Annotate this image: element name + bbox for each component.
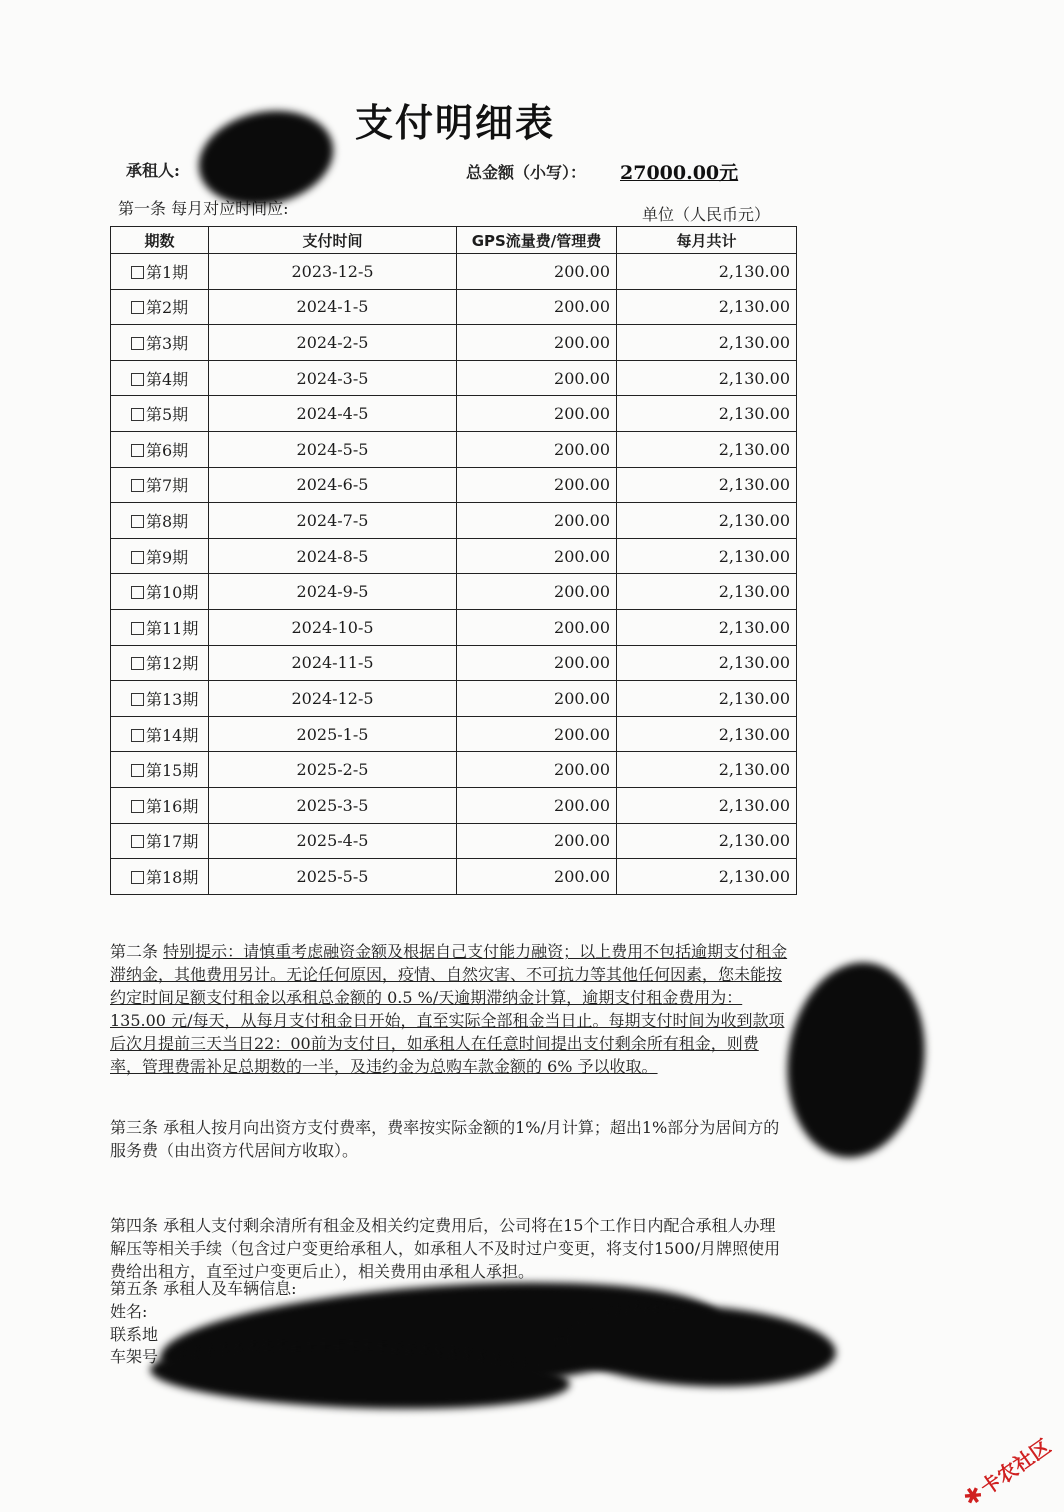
fee-cell — [457, 716, 617, 752]
contact-label: 联系地 — [110, 1325, 159, 1344]
total-cell — [617, 859, 797, 895]
total-cell — [617, 645, 797, 681]
period-cell — [111, 503, 209, 539]
fee-cell-text: 200.00 — [554, 582, 610, 602]
watermark-text: 卡农社区 — [975, 1434, 1055, 1500]
table-row — [111, 752, 797, 788]
fee-cell-text: 200.00 — [554, 831, 610, 851]
fee-cell-text: 200.00 — [554, 297, 610, 317]
period-cell — [111, 645, 209, 681]
fee-cell-text: 200.00 — [554, 866, 610, 886]
checkbox-square-icon[interactable] — [131, 657, 144, 670]
fee-cell-text: 200.00 — [554, 724, 610, 744]
date-cell-text: 2024-6-5 — [296, 475, 369, 495]
date-cell-text: 2025-4-5 — [296, 831, 369, 851]
redaction-mark — [775, 953, 937, 1166]
total-cell — [617, 325, 797, 361]
checkbox-square-icon[interactable] — [131, 871, 144, 884]
total-cell — [617, 431, 797, 467]
checkbox-square-icon[interactable] — [131, 693, 144, 706]
fee-cell — [457, 396, 617, 432]
checkbox-square-icon[interactable] — [131, 301, 144, 314]
period-cell — [111, 360, 209, 396]
period-cell-text: 第7期 — [146, 476, 189, 496]
total-cell-text: 2,130.00 — [718, 261, 790, 281]
table-row — [111, 431, 797, 467]
date-cell — [209, 503, 457, 539]
table-row — [111, 289, 797, 325]
date-cell-text: 2025-5-5 — [296, 866, 369, 886]
checkbox-square-icon[interactable] — [131, 551, 144, 564]
period-cell — [111, 538, 209, 574]
total-cell-text: 2,130.00 — [718, 510, 790, 530]
total-cell — [617, 254, 797, 290]
period-cell-text: 第16期 — [146, 796, 199, 816]
period-cell-text: 第8期 — [146, 511, 189, 531]
period-cell-text: 第4期 — [146, 369, 189, 389]
date-cell — [209, 752, 457, 788]
fee-cell-text: 200.00 — [554, 688, 610, 708]
unit-label: 单位（人民币元） — [642, 205, 771, 224]
checkbox-square-icon[interactable] — [131, 266, 144, 279]
period-cell-text: 第9期 — [146, 547, 189, 567]
date-cell — [209, 431, 457, 467]
col-date-header: 支付时间 — [209, 227, 457, 254]
table-row — [111, 467, 797, 503]
checkbox-square-icon[interactable] — [131, 586, 144, 599]
fee-cell — [457, 859, 617, 895]
period-cell — [111, 716, 209, 752]
total-cell-text: 2,130.00 — [718, 297, 790, 317]
fee-cell-text: 200.00 — [554, 617, 610, 637]
date-cell-text: 2024-7-5 — [296, 510, 369, 530]
fee-cell-text: 200.00 — [554, 510, 610, 530]
col-fee-header: GPS流量费/管理费 — [457, 227, 617, 254]
total-cell — [617, 574, 797, 610]
total-cell-text: 2,130.00 — [718, 795, 790, 815]
total-cell-text: 2,130.00 — [718, 617, 790, 637]
date-cell-text: 2024-2-5 — [296, 332, 369, 352]
period-cell — [111, 254, 209, 290]
page-title: 支付明细表 — [354, 101, 555, 145]
col-total-header: 每月共计 — [617, 227, 797, 254]
date-cell — [209, 574, 457, 610]
total-cell-text: 2,130.00 — [718, 688, 790, 708]
period-cell-text: 第6期 — [146, 440, 189, 460]
article2-text: 特别提示：请慎重考虑融资金额及根据自己支付能力融资；以上费用不包括逾期支付租金滞纳金，其他费用另计。无论任何原因，疫情、自然灾害、不可抗力等其他任何因素，您未能按约定时间足额支付租金以承租总金额的 0.5 %/天逾期滞纳金计算，逾期支付租金费用为：135.00 元/每天，从每月支付租金日开始，直至实际全部租金当日止。每期支付时间为收到款项后次月提前三天当日22：00前为支付日，如承租人在任意时间提出支付剩余所有租金，则费率，管理费需补足总期数的一半，及违约金为总购车款金额的 6% 予以收取。 — [110, 942, 788, 1076]
fee-cell-text: 200.00 — [554, 404, 610, 424]
date-cell — [209, 467, 457, 503]
date-cell-text: 2023-12-5 — [291, 261, 374, 281]
total-cell — [617, 609, 797, 645]
date-cell-text: 2024-5-5 — [296, 439, 369, 459]
table-row — [111, 503, 797, 539]
total-cell-text: 2,130.00 — [718, 475, 790, 495]
period-cell-text: 第18期 — [146, 867, 199, 887]
fee-cell — [457, 787, 617, 823]
fee-cell-text: 200.00 — [554, 368, 610, 388]
date-cell — [209, 716, 457, 752]
checkbox-square-icon[interactable] — [131, 764, 144, 777]
lessee-label: 承租人: — [126, 161, 180, 180]
period-cell — [111, 431, 209, 467]
table-row — [111, 823, 797, 859]
period-cell — [111, 787, 209, 823]
total-cell — [617, 467, 797, 503]
period-cell-text: 第11期 — [146, 618, 199, 638]
article3: 第三条 承租人按月向出资方支付费率，费率按实际金额的1%/月计算；超出1%部分为居间方的服务费（由出资方代居间方收取）。 — [110, 1118, 780, 1160]
period-cell — [111, 609, 209, 645]
total-value: 27000.00元 — [620, 162, 739, 184]
total-cell — [617, 823, 797, 859]
article4: 第四条 承租人支付剩余清所有租金及相关约定费用后，公司将在15个工作日内配合承租人办理解压等相关手续（包含过户变更给承租人，如承租人不及时过户变更，将支付1500/月牌照使用费给出租方，直至过户变更后止），相关费用由承租人承担。 — [110, 1216, 781, 1281]
total-cell — [617, 289, 797, 325]
date-cell-text: 2025-3-5 — [296, 795, 369, 815]
period-cell-text: 第13期 — [146, 689, 199, 709]
date-cell — [209, 289, 457, 325]
date-cell-text: 2025-2-5 — [296, 760, 369, 780]
checkbox-square-icon[interactable] — [131, 622, 144, 635]
table-row — [111, 716, 797, 752]
period-cell-text: 第1期 — [146, 262, 189, 282]
date-cell — [209, 609, 457, 645]
total-cell-text: 2,130.00 — [718, 546, 790, 566]
total-cell — [617, 360, 797, 396]
name-label: 姓名: — [110, 1302, 148, 1321]
total-cell-text: 2,130.00 — [718, 439, 790, 459]
total-cell-text: 2,130.00 — [718, 368, 790, 388]
table-row — [111, 574, 797, 610]
payment-table-body — [111, 254, 797, 895]
total-cell — [617, 503, 797, 539]
fee-cell — [457, 645, 617, 681]
date-cell-text: 2024-8-5 — [296, 546, 369, 566]
fee-cell — [457, 325, 617, 361]
fee-cell — [457, 609, 617, 645]
fee-cell — [457, 289, 617, 325]
fee-cell-text: 200.00 — [554, 653, 610, 673]
total-cell — [617, 716, 797, 752]
table-row — [111, 538, 797, 574]
article2 — [110, 940, 790, 1078]
period-cell — [111, 325, 209, 361]
total-cell — [617, 538, 797, 574]
period-cell-text: 第17期 — [146, 832, 199, 852]
total-cell — [617, 681, 797, 717]
period-cell — [111, 859, 209, 895]
total-cell-text: 2,130.00 — [718, 866, 790, 886]
period-cell — [111, 289, 209, 325]
table-row — [111, 609, 797, 645]
fee-cell-text: 200.00 — [554, 261, 610, 281]
table-row — [111, 859, 797, 895]
col-period-header: 期数 — [111, 227, 209, 254]
date-cell — [209, 360, 457, 396]
total-cell — [617, 396, 797, 432]
date-cell — [209, 538, 457, 574]
fee-cell — [457, 254, 617, 290]
period-cell-text: 第15期 — [146, 761, 199, 781]
total-cell-text: 2,130.00 — [718, 404, 790, 424]
watermark-logo-icon: ✱ — [958, 1481, 989, 1512]
article1-text: 第一条 每月对应时间应: — [118, 199, 289, 218]
table-row — [111, 360, 797, 396]
total-cell-text: 2,130.00 — [718, 332, 790, 352]
date-cell — [209, 396, 457, 432]
period-cell-text: 第12期 — [146, 654, 199, 674]
fee-cell — [457, 503, 617, 539]
checkbox-square-icon[interactable] — [131, 800, 144, 813]
period-cell — [111, 681, 209, 717]
period-cell — [111, 467, 209, 503]
period-cell — [111, 823, 209, 859]
fee-cell-text: 200.00 — [554, 795, 610, 815]
period-cell-text: 第3期 — [146, 333, 189, 353]
period-cell-text: 第14期 — [146, 725, 199, 745]
checkbox-square-icon[interactable] — [131, 337, 144, 350]
article5-title: 第五条 承租人及车辆信息: — [110, 1279, 297, 1298]
period-cell — [111, 752, 209, 788]
total-cell — [617, 787, 797, 823]
total-label: 总金额（小写）： — [466, 163, 587, 182]
table-row — [111, 787, 797, 823]
date-cell-text: 2024-1-5 — [296, 297, 369, 317]
payment-table — [110, 226, 797, 895]
fee-cell — [457, 538, 617, 574]
checkbox-square-icon[interactable] — [131, 373, 144, 386]
date-cell — [209, 325, 457, 361]
fee-cell-text: 200.00 — [554, 475, 610, 495]
total-cell-text: 2,130.00 — [718, 831, 790, 851]
date-cell-text: 2024-3-5 — [296, 368, 369, 388]
fee-cell-text: 200.00 — [554, 546, 610, 566]
date-cell — [209, 787, 457, 823]
period-cell-text: 第10期 — [146, 583, 199, 603]
table-row — [111, 396, 797, 432]
table-row — [111, 254, 797, 290]
fee-cell — [457, 823, 617, 859]
total-cell-text: 2,130.00 — [718, 760, 790, 780]
checkbox-square-icon[interactable] — [131, 408, 144, 421]
table-row — [111, 325, 797, 361]
table-header-row — [111, 227, 797, 254]
date-cell — [209, 254, 457, 290]
fee-cell — [457, 431, 617, 467]
date-cell — [209, 859, 457, 895]
fee-cell-text: 200.00 — [554, 439, 610, 459]
period-cell-text: 第5期 — [146, 405, 189, 425]
date-cell-text: 2024-11-5 — [291, 653, 374, 673]
checkbox-square-icon[interactable] — [131, 729, 144, 742]
article2-prefix: 第二条 — [110, 942, 164, 961]
checkbox-square-icon[interactable] — [131, 515, 144, 528]
fee-cell — [457, 681, 617, 717]
fee-cell-text: 200.00 — [554, 332, 610, 352]
date-cell — [209, 823, 457, 859]
total-cell — [617, 752, 797, 788]
date-cell — [209, 645, 457, 681]
date-cell-text: 2024-4-5 — [296, 404, 369, 424]
total-cell-text: 2,130.00 — [718, 653, 790, 673]
period-cell — [111, 396, 209, 432]
fee-cell — [457, 467, 617, 503]
date-cell — [209, 681, 457, 717]
period-cell-text: 第2期 — [146, 298, 189, 318]
date-cell-text: 2024-10-5 — [291, 617, 374, 637]
date-cell-text: 2024-12-5 — [291, 688, 374, 708]
fee-cell — [457, 574, 617, 610]
fee-cell-text: 200.00 — [554, 760, 610, 780]
redaction-mark — [558, 1299, 838, 1393]
checkbox-square-icon[interactable] — [131, 479, 144, 492]
total-cell-text: 2,130.00 — [718, 724, 790, 744]
period-cell — [111, 574, 209, 610]
fee-cell — [457, 752, 617, 788]
date-cell-text: 2024-9-5 — [296, 582, 369, 602]
total-cell-text: 2,130.00 — [718, 582, 790, 602]
checkbox-square-icon[interactable] — [131, 835, 144, 848]
fee-cell — [457, 360, 617, 396]
checkbox-square-icon[interactable] — [131, 444, 144, 457]
table-row — [111, 681, 797, 717]
frame-label: 车架号 — [110, 1347, 159, 1366]
date-cell-text: 2025-1-5 — [296, 724, 369, 744]
table-row — [111, 645, 797, 681]
